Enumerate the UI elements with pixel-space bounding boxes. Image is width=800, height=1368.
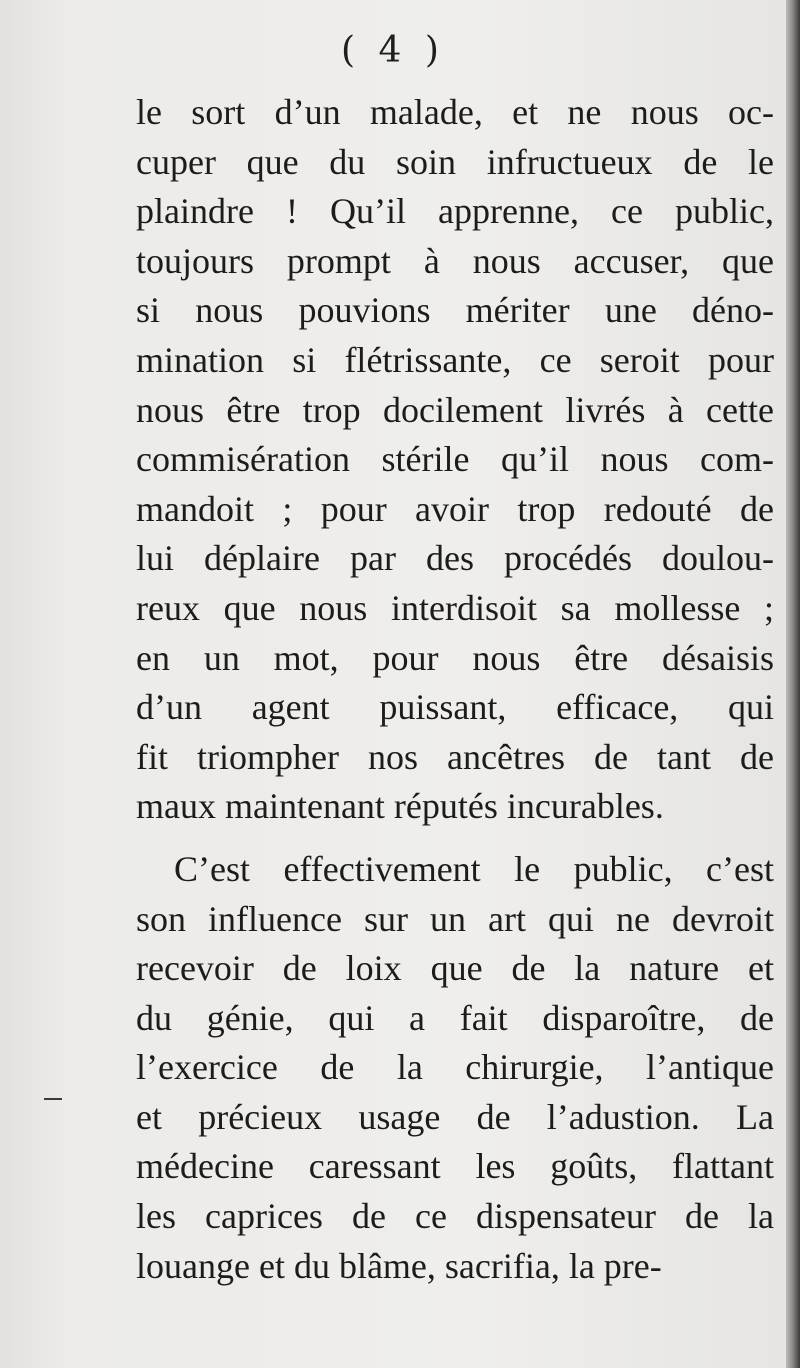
text-line: recevoir de loix que de la nature et [136, 948, 774, 989]
text-line: les caprices de ce dispensateur de la [136, 1196, 774, 1237]
text-line: cuper que du soin infructueux de le [136, 141, 774, 182]
text-line: d’un agent puissant, efficace, qui [136, 687, 774, 728]
text-line: C’est effectivement le public, c’est [174, 848, 774, 889]
page-edge-shadow [786, 0, 800, 1368]
text-line: son influence sur un art qui ne devroit [136, 898, 774, 939]
text-line: reux que nous interdisoit sa mollesse ; [136, 587, 774, 628]
text-line: commisération stérile qu’il nous com- [136, 439, 774, 480]
text-line: mination si flétrissante, ce seroit pour [136, 339, 774, 380]
page-number: ( 4 ) [341, 30, 445, 71]
text-line: lui déplaire par des procédés doulou- [136, 538, 774, 579]
text-line: et précieux usage de l’adustion. La [136, 1096, 774, 1137]
text-line: nous être trop docilement livrés à cette [136, 389, 774, 430]
text-line: toujours prompt à nous accuser, que [136, 240, 774, 281]
text-line: maux maintenant réputés incurables. [136, 786, 664, 827]
text-line: du génie, qui a fait disparoître, de [136, 997, 774, 1038]
text-line: en un mot, pour nous être désaisis [136, 637, 774, 678]
paragraph-gap [136, 832, 774, 845]
text-line: fit triompher nos ancêtres de tant de [136, 736, 774, 777]
text-line: l’exercice de la chirurgie, l’antique [136, 1047, 774, 1088]
margin-dash-mark [44, 1098, 62, 1100]
text-line: le sort d’un malade, et ne nous oc- [136, 92, 774, 132]
paragraph [136, 845, 774, 1291]
text-line: louange et du blâme, sacrifia, la pre- [136, 1245, 662, 1286]
paragraph [136, 88, 774, 832]
text-line: médecine caressant les goûts, flattant [136, 1146, 774, 1187]
text-line: mandoit ; pour avoir trop redouté de [136, 488, 774, 529]
text-line: si nous pouvions mériter une déno- [136, 290, 774, 331]
body-text [136, 88, 774, 1291]
text-line: plaindre ! Qu’il apprenne, ce public, [136, 191, 774, 232]
